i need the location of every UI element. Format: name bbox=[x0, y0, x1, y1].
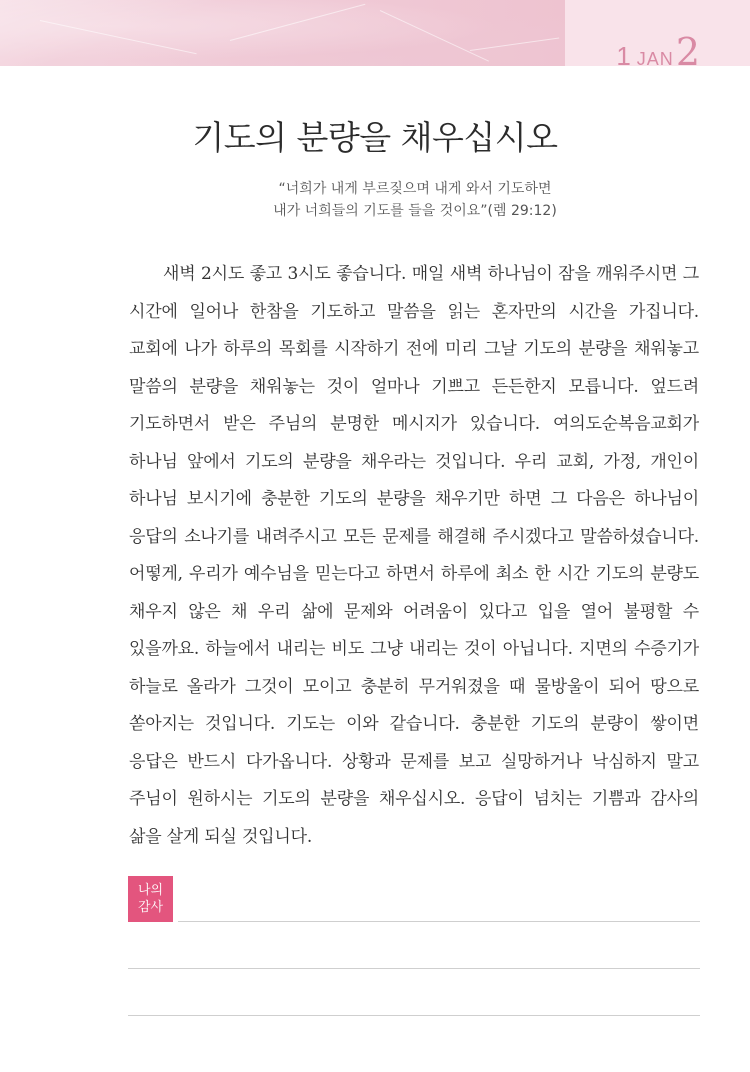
month-label: JAN bbox=[636, 49, 674, 69]
scripture-verse bbox=[0, 178, 750, 222]
date-area bbox=[565, 0, 750, 74]
date-label bbox=[616, 30, 700, 74]
writing-line-1[interactable] bbox=[178, 921, 700, 922]
marble-pattern bbox=[0, 0, 565, 66]
writing-line-3[interactable] bbox=[128, 1015, 700, 1016]
header-band bbox=[0, 0, 750, 74]
writing-line-2[interactable] bbox=[128, 968, 700, 969]
verse-line-1: “너희가 내게 부르짖으며 내게 와서 기도하면 bbox=[278, 181, 552, 197]
thanks-label-2: 감사 bbox=[137, 900, 164, 915]
verse-line-2: 내가 너희들의 기도를 들을 것이요”(렘 29:12) bbox=[273, 203, 557, 219]
page-title: 기도의 분량을 채우십시오 bbox=[192, 118, 558, 157]
my-thanks-badge bbox=[128, 876, 173, 922]
body-paragraph: 새벽 2시도 좋고 3시도 좋습니다. 매일 새벽 하나님이 잠을 깨워주시면 그 시간에 일어나 한참을 기도하고 말씀을 읽는 혼자만의 시간을 가집니다. 교회에 나가 하루의 목회를 시작하기 전에 미리 그날 기도의 분량을 채워놓고 말씀의 분량을 채워놓는 것이 얼마나 기쁘고 든든한지 모릅니다. 엎드려 기도하면서 받은 주님의 분명한 메시지가 있습니다. 여의도순복음교회가 하나님 앞에서 기도의 분량을 채우라는 것입니다. 우리 교회, 가정, 개인이 하나님 보시기에 충분한 기도의 분량을 채우기만 하면 그 다음은 하나님이 응답의 소나기를 내려주시고 모든 문제를 해결해 주시겠다고 말씀하셨습니다. 어떻게, 우리가 예수님을 믿는다고 하면서 하루에 최소 한 시간 기도의 분량도 채우지 않은 채 우리 삶에 문제와 어려움이 있다고 입을 열어 불평할 수 있을까요. 하늘에서 내리는 비도 그냥 내리는 것이 아닙니다. 지면의 수증기가 하늘로 올라가 그것이 모이고 충분히 무거워졌을 때 물방울이 되어 땅으로 쏟아지는 것입니다. 기도는 이와 같습니다. 충분한 기도의 분량이 쌓이면 응답은 반드시 다가옵니다. 상황과 문제를 보고 실망하거나 낙심하지 말고 주님이 원하시는 기도의 분량을 채우십시오. 응답이 넘치는 기쁨과 감사의 삶을 살게 되실 것입니다. bbox=[129, 264, 699, 847]
day-number: 2 bbox=[675, 30, 700, 74]
thanks-label-1: 나의 bbox=[137, 883, 164, 898]
month-number: 1 bbox=[616, 41, 631, 71]
